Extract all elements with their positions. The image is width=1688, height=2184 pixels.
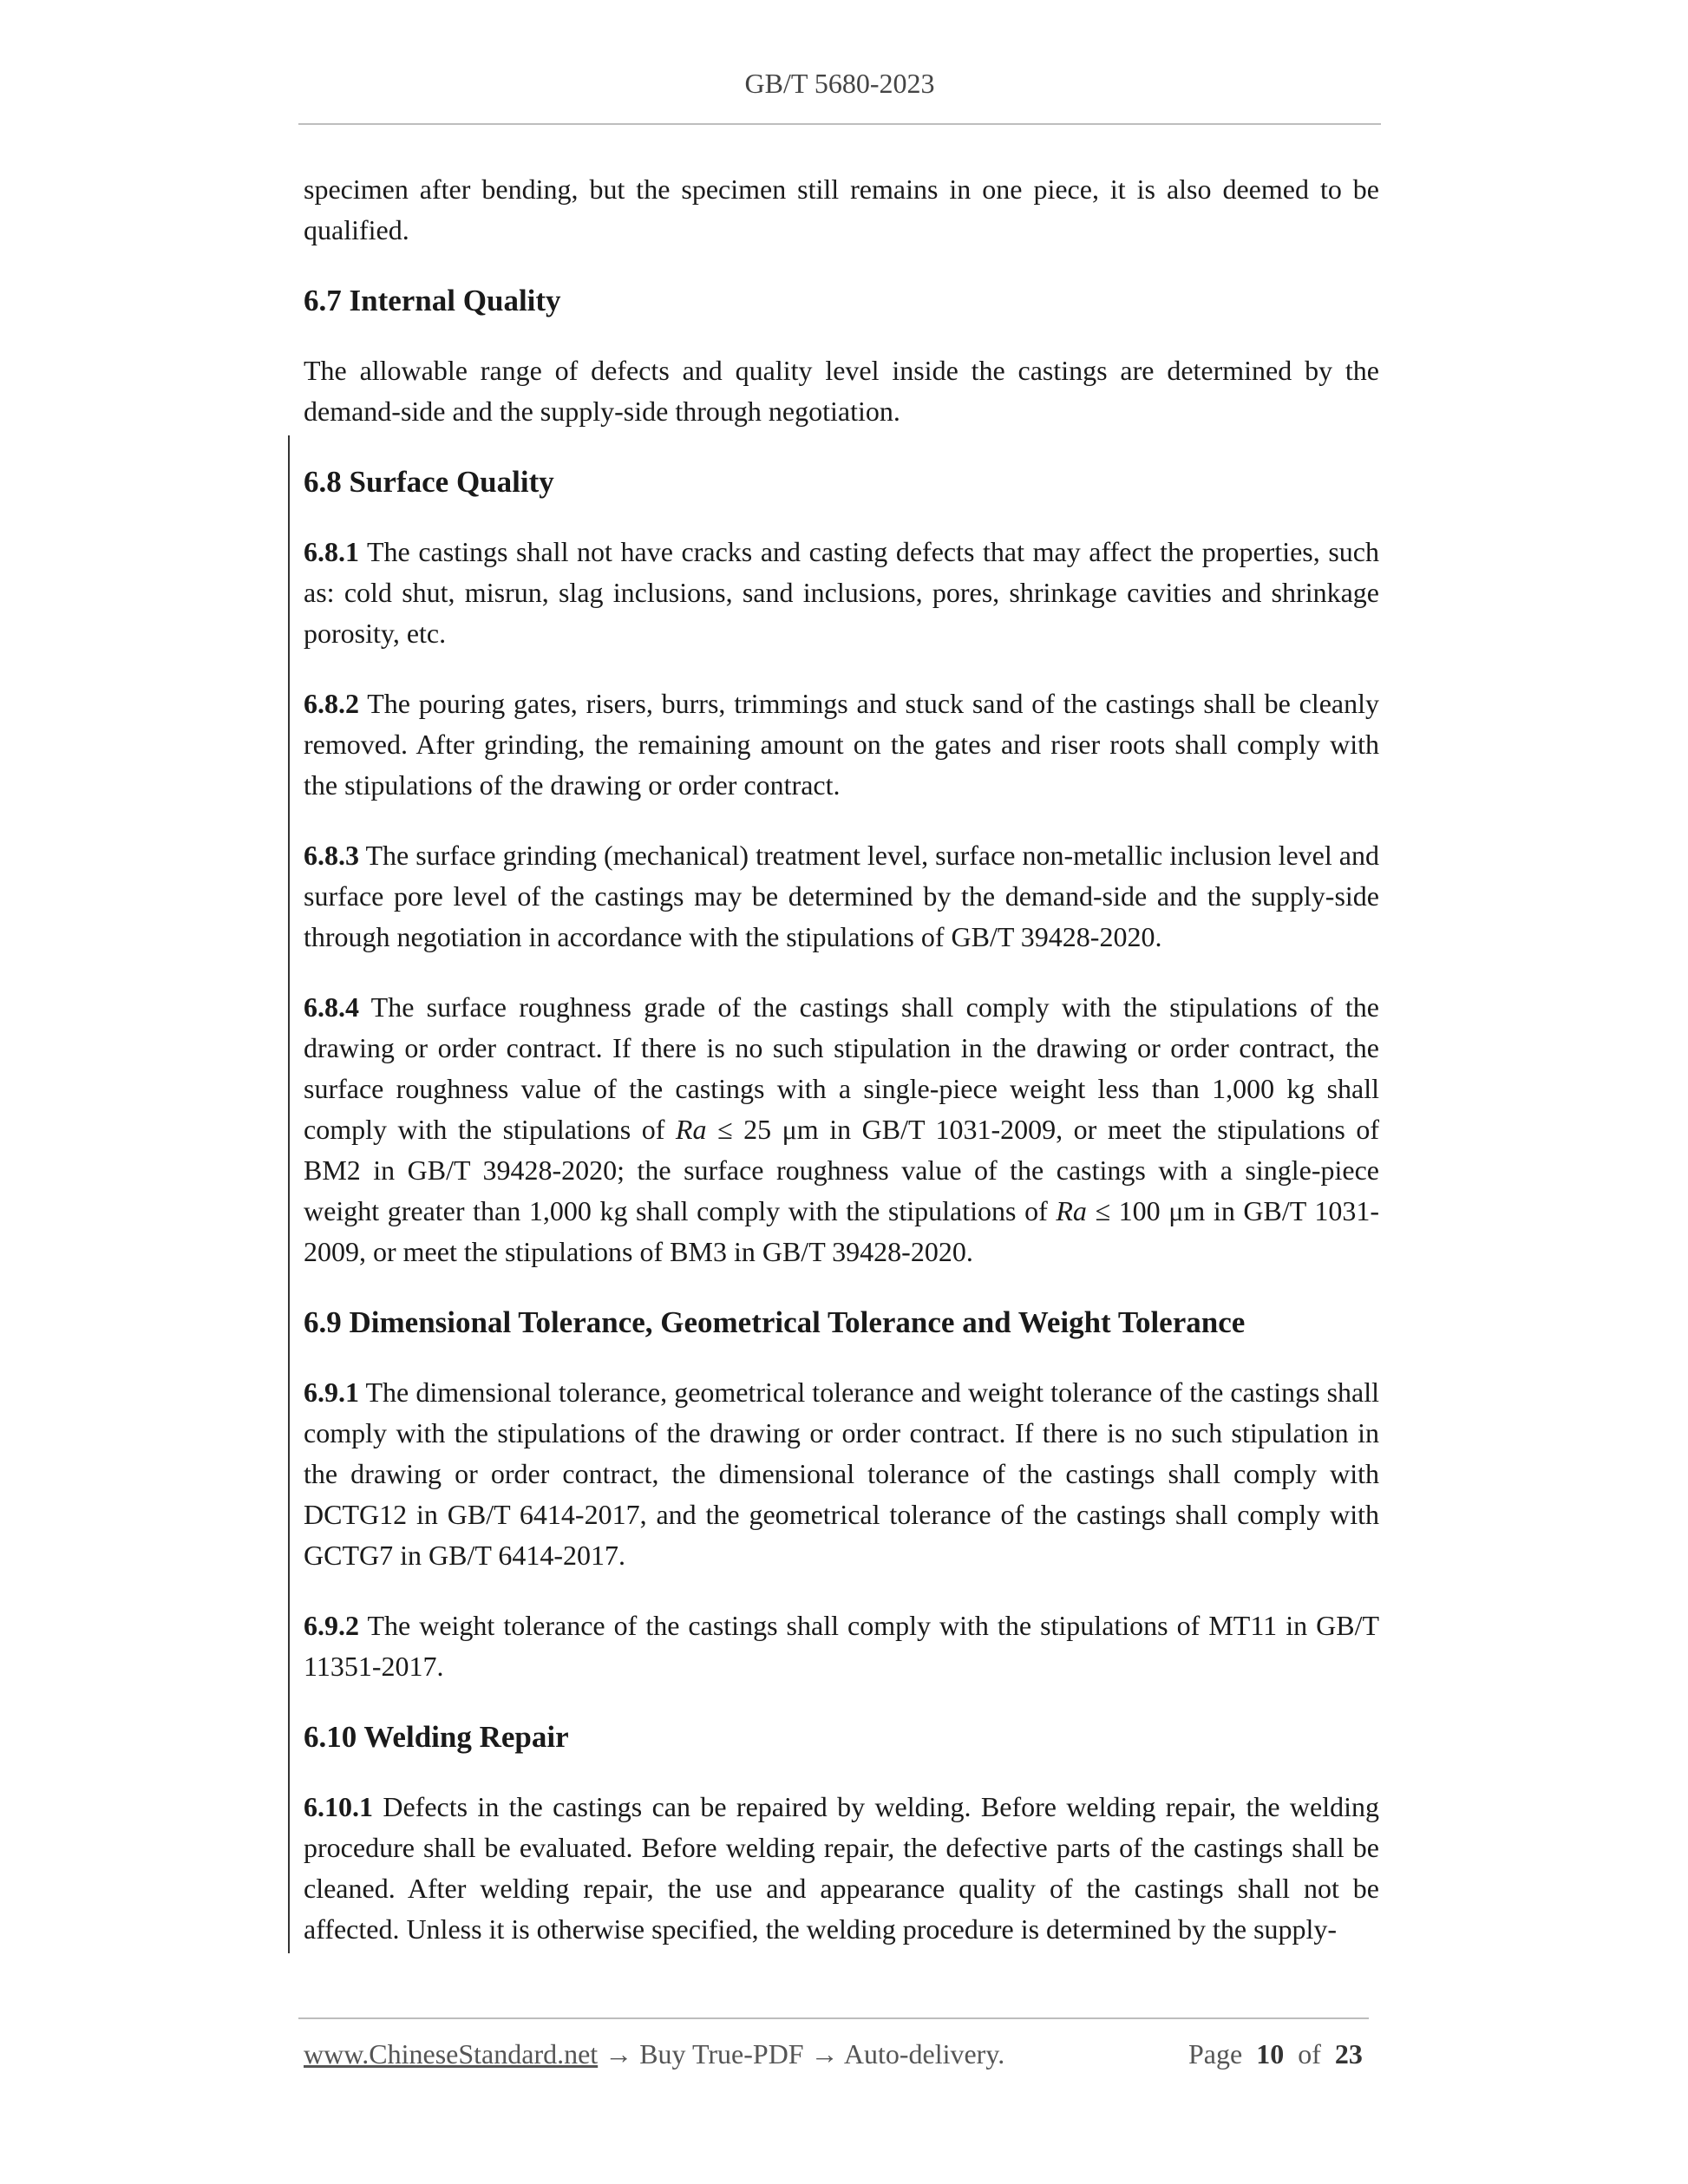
website-link[interactable]: www.ChineseStandard.net — [304, 2038, 599, 2070]
clause-6-8-2 — [304, 683, 1379, 806]
page-number: 10 — [1256, 2038, 1285, 2070]
clause-text: The surface roughness grade of the castings shall comply with the stipulations of the drawing or order contract. If there is no such stipulation in the drawing or order contract, the surface roughness value of the castings with a single-piece weight less than 1,000 kg shall comply with the stipulations of — [304, 991, 1379, 1145]
clause-6-10-1 — [304, 1787, 1379, 1950]
clause-number: 6.9.1 — [304, 1376, 359, 1408]
clause-number: 6.8.1 — [304, 536, 359, 567]
clause-number: 6.9.2 — [304, 1610, 359, 1641]
heading-6-10: 6.10 Welding Repair — [304, 1720, 569, 1754]
clause-text: ≤ 25 μm in GB/T 1031-2009, or meet the stipulations of BM2 in GB/T 39428-2020; the surface roughness value of the castings with a single-piece weight greater than 1,000 kg shall comply with the stipulations of — [304, 1114, 1380, 1226]
clause-text: The surface grinding (mechanical) treatment level, surface non-metallic inclusion level and surface pore level of the castings may be determined by the demand-side and the supply-side through negotiation in accordance with the stipulations of GB/T 39428-2020. — [304, 840, 1379, 952]
footer — [304, 2038, 1004, 2070]
clause-text: The pouring gates, risers, burrs, trimmings and stuck sand of the castings shall be cleanly removed. After grinding, the remaining amount on the gates and riser roots shall comply with the stipulations of the drawing or order contract. — [304, 688, 1379, 801]
footer-text: → Buy True-PDF → Auto-delivery. — [598, 2038, 1005, 2070]
clause-text: Defects in the castings can be repaired by welding. Before welding repair, the welding procedure shall be evaluated. Before welding repair, the defective parts of the castings shall be cleaned. After welding repair, the use and appearance quality of the castings shall not be affected. Unless it is otherwise specified, the welding procedure is determined by the supply- — [304, 1791, 1379, 1945]
intro-paragraph: specimen after bending, but the specimen still remains in one piece, it is also deemed to be qualified. — [304, 173, 1379, 245]
footer-divider — [298, 2017, 1369, 2019]
page-indicator — [1188, 2038, 1363, 2070]
total-pages: 23 — [1334, 2038, 1363, 2070]
ra-symbol: Ra — [1056, 1195, 1087, 1226]
clause-number: 6.8.2 — [304, 688, 359, 719]
clause-6-9-2 — [304, 1605, 1379, 1687]
document-body — [304, 169, 1379, 1979]
of-label: of — [1298, 2038, 1321, 2070]
ra-symbol: Ra — [675, 1114, 707, 1145]
clause-6-8-4 — [304, 987, 1379, 1272]
clause-number: 6.10.1 — [304, 1791, 373, 1822]
clause-6-8-3 — [304, 835, 1379, 958]
heading-6-7: 6.7 Internal Quality — [304, 284, 561, 317]
clause-text: ≤ 100 μm in GB/T 1031-2009, or meet the stipulations of BM3 in GB/T 39428-2020. — [304, 1195, 1379, 1267]
paragraph-6-7: The allowable range of defects and quality level inside the castings are determined by the demand-side and the supply-side through negotiation. — [304, 355, 1379, 427]
clause-6-9-1 — [304, 1372, 1379, 1576]
header-divider — [298, 123, 1381, 125]
change-bar — [288, 435, 290, 1953]
clause-text: The weight tolerance of the castings shall comply with the stipulations of MT11 in GB/T 11351-2017. — [304, 1610, 1379, 1682]
page-label: Page — [1188, 2038, 1243, 2070]
heading-6-8: 6.8 Surface Quality — [304, 465, 554, 499]
clause-number: 6.8.3 — [304, 840, 359, 871]
clause-6-8-1 — [304, 532, 1379, 654]
heading-6-9: 6.9 Dimensional Tolerance, Geometrical Tolerance and Weight Tolerance — [304, 1305, 1246, 1339]
clause-text: The castings shall not have cracks and casting defects that may affect the properties, such as: cold shut, misrun, slag inclusions, sand inclusions, pores, shrinkage cavities and shrinkage porosity, etc. — [304, 536, 1379, 649]
page-header: GB/T 5680-2023 — [744, 68, 935, 99]
clause-number: 6.8.4 — [304, 991, 359, 1023]
clause-text: The dimensional tolerance, geometrical tolerance and weight tolerance of the castings shall comply with the stipulations of the drawing or order contract. If there is no such stipulation in the drawing or order contract, the dimensional tolerance of the castings shall comply with DCTG12 in GB/T 6414-2017, and the geometrical tolerance of the castings shall comply with GCTG7 in GB/T 6414-2017. — [304, 1376, 1379, 1571]
